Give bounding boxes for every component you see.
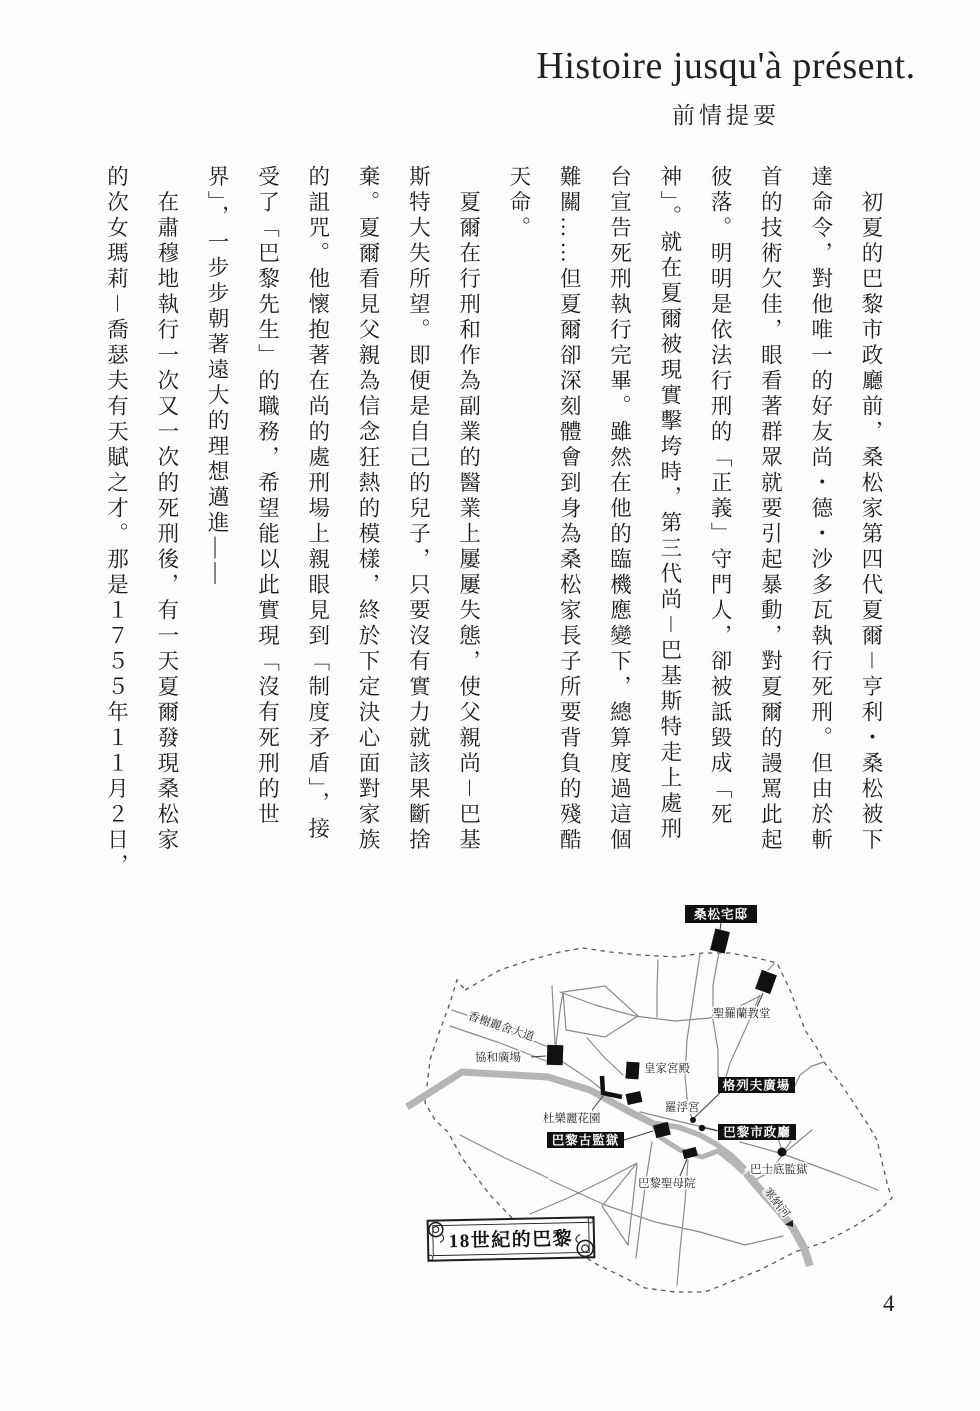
prologue-column: 棄。夏爾看見父親為信念狂熱的模樣，終於下定決心面對家族 <box>356 165 381 854</box>
seine-river-label: 塞納河 <box>761 1185 792 1221</box>
prologue-column: 神」。就在夏爾被現實擊垮時，第三代尚－巴基斯特走上處刑 <box>657 165 682 843</box>
prologue-column: 在肅穆地執行一次又一次的死刑後，有一天夏爾發現桑松家 <box>154 165 179 854</box>
prologue-column: 界」，一步步朝著遠大的理想邁進—— <box>205 165 230 588</box>
bastille-marker <box>778 1148 787 1157</box>
paris-map <box>400 880 980 1320</box>
prologue-column: 的次女瑪莉－喬瑟夫有天賦之才。那是１７５５年１１月２日， <box>104 165 129 880</box>
map-title-frame <box>427 1217 594 1260</box>
champs-elysees-label: 香榭麗舍大道 <box>466 1010 536 1044</box>
place-greve-label: 格列夫廣場 <box>722 1078 791 1093</box>
hotel-de-ville-label: 巴黎市政廳 <box>723 1125 791 1140</box>
notre-dame-label: 巴黎聖母院 <box>638 1178 696 1190</box>
saint-laurent-church-marker <box>755 970 777 994</box>
page-header <box>480 44 972 130</box>
sanson-residence-label: 桑松宅邸 <box>693 907 749 922</box>
conciergerie-label: 巴黎古監獄 <box>551 1133 620 1148</box>
prologue-column: 夏爾在行刑和作為副業的醫業上屢屢失態，使父親尚－巴基 <box>456 165 481 854</box>
hotel-de-ville-dot <box>699 1125 705 1131</box>
louvre-label: 羅浮宮 <box>665 1102 700 1114</box>
prologue-column: 初夏的巴黎市政廳前，桑松家第四代夏爾－亨利・桑松被下 <box>859 165 883 854</box>
page-title: Histoire jusqu'à présent. <box>536 45 916 87</box>
prologue-column: 天命。 <box>506 165 531 242</box>
place-concorde-marker <box>547 1045 564 1066</box>
tuileries-palace-marker <box>602 1076 622 1097</box>
prologue-column: 受了「巴黎先生」的職務，希望能以此實現「沒有死刑的世 <box>255 165 280 828</box>
map-title: 18世紀的巴黎 <box>448 1228 574 1253</box>
prologue-column: 台宣告死刑執行完畢。雖然在他的臨機應變下，總算度過這個 <box>607 165 632 854</box>
page-subtitle: 前情提要 <box>672 103 780 128</box>
bastille-label: 巴士底監獄 <box>750 1164 808 1176</box>
place-concorde-label: 協和廣場 <box>475 1052 521 1064</box>
paris-map-svg <box>400 880 980 1320</box>
page-number: 4 <box>883 1291 895 1316</box>
prologue-column: 首的技術欠佳，眼看著群眾就要引起暴動，對夏爾的謾罵此起 <box>758 165 783 854</box>
prologue-column: 難關……但夏爾卻深刻體會到身為桑松家長子所要背負的殘酷 <box>557 165 582 854</box>
prologue-text <box>91 165 896 883</box>
prologue-column: 達命令，對他唯一的好友尚・德・沙多瓦執行死刑。但由於斬 <box>808 165 833 854</box>
place-greve-dot <box>690 1117 696 1123</box>
saint-laurent-church-label: 聖羅蘭教堂 <box>713 1008 771 1020</box>
palais-royal-marker <box>625 1062 639 1080</box>
palais-royal-label: 皇家宮殿 <box>644 1063 690 1075</box>
prologue-column: 彼落。明明是依法行刑的「正義」守門人，卻被詆毀成「死 <box>708 165 733 828</box>
prologue-column: 的詛咒。他懷抱著在尚的處刑場上親眼見到「制度矛盾」，接 <box>305 165 330 843</box>
sanson-residence-marker <box>710 929 730 954</box>
tuileries-garden-label: 杜樂麗花園 <box>543 1113 601 1125</box>
louvre-marker <box>626 1091 643 1105</box>
prologue-column: 斯特大失所望。即便是自己的兒子，只要沒有實力就該果斷捨 <box>406 165 431 854</box>
